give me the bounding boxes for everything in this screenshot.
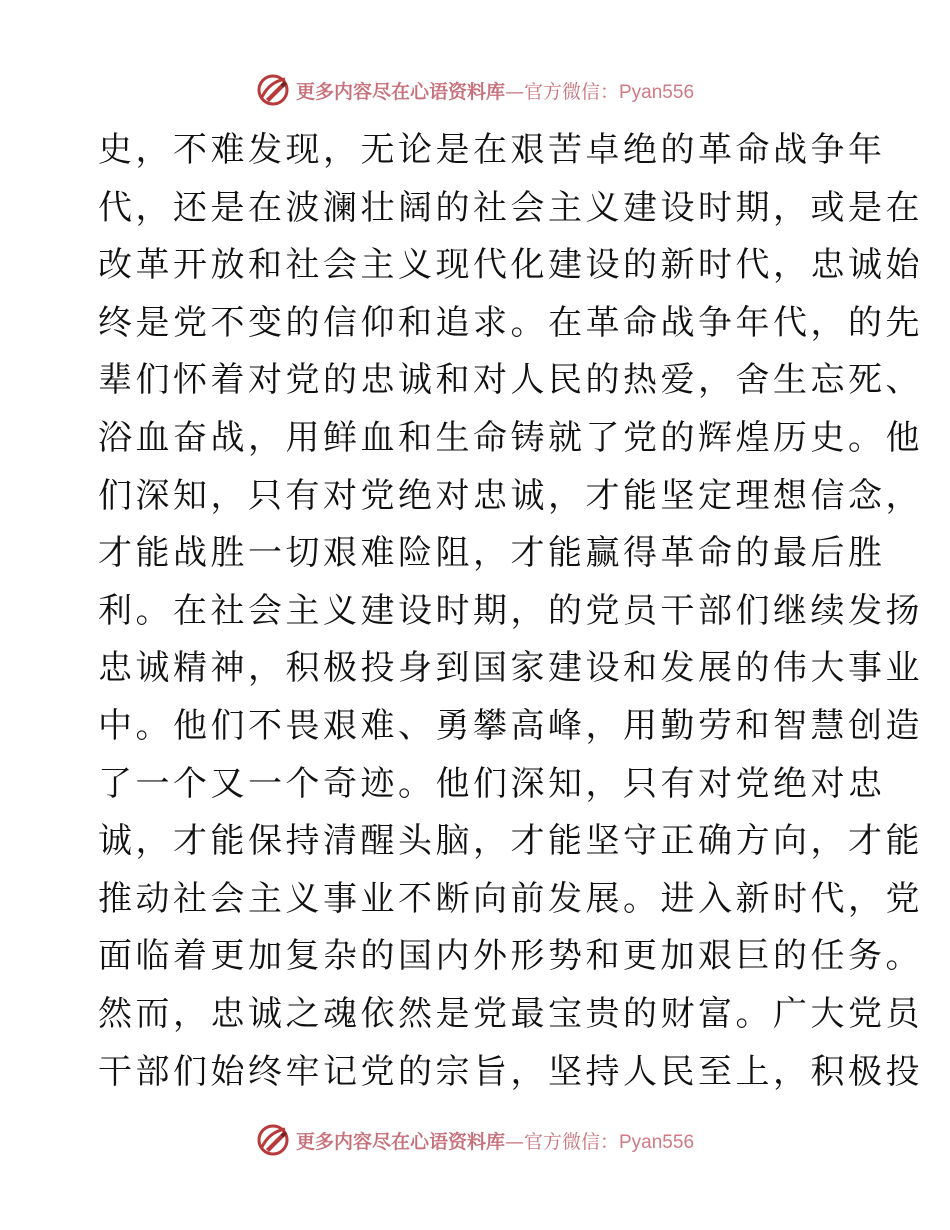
body-line: 忠诚精神，积极投身到国家建设和发展的伟大事业 xyxy=(98,648,923,689)
pen-in-circle-logo-icon xyxy=(256,1123,290,1157)
site-text: 更多内容尽在心语资料库 xyxy=(295,80,505,103)
body-line: 诚，才能保持清醒头脑，才能坚守正确方向，才能 xyxy=(98,821,923,862)
wechat-handle: Pyan556 xyxy=(619,81,695,103)
footer-banner xyxy=(0,1120,950,1160)
banner-dash: — xyxy=(504,80,524,103)
body-line: 才能战胜一切艰难险阻，才能赢得革命的最后胜 xyxy=(98,533,886,574)
body-line: 了一个又一个奇迹。他们深知，只有对党绝对忠 xyxy=(98,763,886,804)
wechat-handle: Pyan556 xyxy=(619,1131,695,1153)
site-text: 更多内容尽在心语资料库 xyxy=(295,1130,505,1153)
pen-in-circle-logo-icon xyxy=(256,73,290,107)
banner-text xyxy=(296,77,694,104)
body-line: 中。他们不畏艰难、勇攀高峰，用勤劳和智慧创造 xyxy=(98,705,923,746)
official-account-label: 官方微信： xyxy=(523,80,619,103)
banner-text xyxy=(296,1127,694,1154)
body-line: 面临着更加复杂的国内外形势和更加艰巨的任务。 xyxy=(98,936,923,977)
document-body xyxy=(98,122,923,1101)
body-line: 代，还是在波澜壮阔的社会主义建设时期，或是在 xyxy=(98,187,923,228)
body-line: 改革开放和社会主义现代化建设的新时代，忠诚始 xyxy=(98,245,923,286)
body-line: 史，不难发现，无论是在艰苦卓绝的革命战争年 xyxy=(98,130,886,170)
body-line: 终是党不变的信仰和追求。在革命战争年代，的先 xyxy=(98,302,923,343)
body-line: 们深知，只有对党绝对忠诚，才能坚定理想信念， xyxy=(98,475,923,516)
body-line: 利。在社会主义建设时期，的党员干部们继续发扬 xyxy=(98,590,923,631)
banner-dash: — xyxy=(504,1130,524,1153)
body-line: 然而，忠诚之魂依然是党最宝贵的财富。广大党员 xyxy=(98,993,923,1034)
body-line: 干部们始终牢记党的宗旨，坚持人民至上，积极投 xyxy=(98,1051,923,1092)
body-line: 推动社会主义事业不断向前发展。进入新时代，党 xyxy=(98,878,923,919)
official-account-label: 官方微信： xyxy=(523,1130,619,1153)
body-line: 浴血奋战，用鲜血和生命铸就了党的辉煌历史。他 xyxy=(98,417,923,458)
header-banner xyxy=(0,70,950,110)
body-line: 辈们怀着对党的忠诚和对人民的热爱，舍生忘死、 xyxy=(98,360,923,401)
